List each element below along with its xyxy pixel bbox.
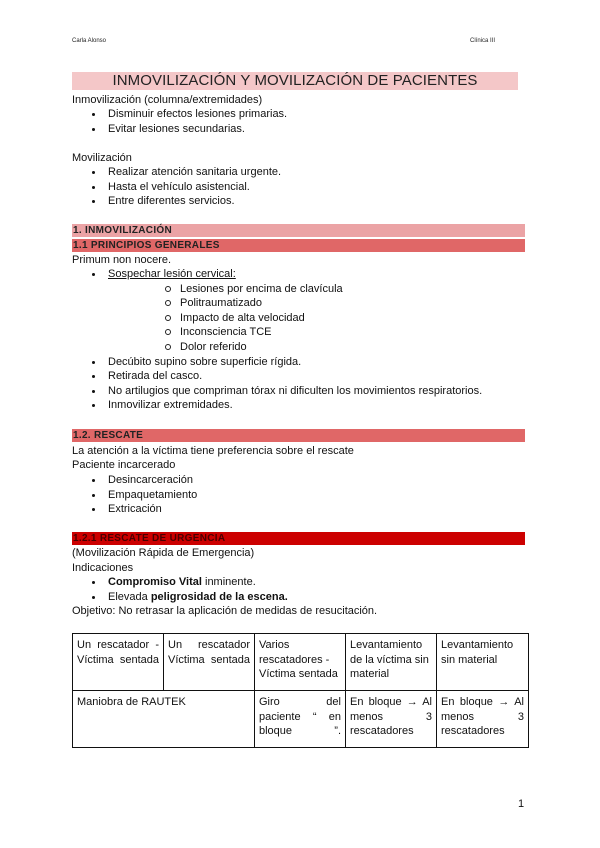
principle-lead: Primum non nocere. bbox=[72, 254, 172, 266]
list-item bbox=[72, 267, 482, 355]
table-cell: En bloque → Al menos 3 rescatadores bbox=[346, 691, 437, 748]
section-heading-rescate: 1.2. RESCATE bbox=[72, 429, 525, 442]
list-item: Entre diferentes servicios. bbox=[72, 194, 281, 209]
text: inminente. bbox=[201, 576, 256, 588]
suspect-label: Sospechar lesión cervical: bbox=[108, 268, 236, 280]
list-item: Inmovilizar extremidades. bbox=[72, 398, 482, 413]
suspect-sublist bbox=[108, 282, 482, 355]
urgencia-line-2: Indicaciones bbox=[72, 562, 134, 574]
list-item bbox=[72, 590, 288, 605]
sub-list-item: Politraumatizado bbox=[108, 296, 482, 311]
sub-list-item: Lesiones por encima de clavícula bbox=[108, 282, 482, 297]
list-item: Empaquetamiento bbox=[72, 488, 197, 503]
table-header-cell: Un rescatador - Víctima sentada bbox=[73, 634, 164, 691]
urgencia-line-1: (Movilización Rápida de Emergencia) bbox=[72, 547, 255, 559]
list-item: Realizar atención sanitaria urgente. bbox=[72, 165, 281, 180]
list-item: Decúbito supino sobre superficie rígida. bbox=[72, 355, 482, 370]
table-header-row bbox=[73, 634, 529, 691]
list-item: Disminuir efectos lesiones primarias. bbox=[72, 107, 287, 122]
table-header-cell: Levantamiento sin material bbox=[437, 634, 529, 691]
inmov-label: Inmovilización (columna/extremidades) bbox=[72, 94, 263, 106]
list-item: Retirada del casco. bbox=[72, 369, 482, 384]
list-item: Hasta el vehículo asistencial. bbox=[72, 180, 281, 195]
list-item bbox=[72, 575, 288, 590]
list-item: Desincarceración bbox=[72, 473, 197, 488]
list-item: Evitar lesiones secundarias. bbox=[72, 122, 287, 137]
header-course: Clínica III bbox=[470, 38, 496, 44]
sub-list-item: Inconsciencia TCE bbox=[108, 325, 482, 340]
table-header-cell: Levantamiento de la víctima sin material bbox=[346, 634, 437, 691]
rescate-list bbox=[72, 473, 197, 517]
text: Elevada bbox=[108, 590, 151, 603]
table-cell: En bloque → Al menos 3 rescatadores bbox=[437, 691, 529, 748]
table-cell: Maniobra de RAUTEK bbox=[73, 691, 255, 748]
section-heading-principios: 1.1 PRINCIPIOS GENERALES bbox=[72, 239, 525, 252]
rescate-line-1: La atención a la víctima tiene preferencia sobre el rescate bbox=[72, 445, 354, 457]
list-item: No artilugios que compriman tórax ni dificulten los movimientos respiratorios. bbox=[72, 384, 482, 399]
page-number: 1 bbox=[518, 798, 525, 810]
bold-text: Compromiso Vital bbox=[108, 576, 202, 588]
table-header-cell: Un rescatador Víctima sentada bbox=[164, 634, 255, 691]
header-author: Carla Alonso bbox=[72, 38, 107, 44]
bold-text: peligrosidad de la escena. bbox=[150, 590, 288, 603]
page-title: INMOVILIZACIÓN Y MOVILIZACIÓN DE PACIENTES bbox=[72, 72, 518, 90]
mov-list bbox=[72, 165, 281, 209]
objective-line: Objetivo: No retrasar la aplicación de medidas de resucitación. bbox=[72, 605, 378, 617]
inmov-list bbox=[72, 107, 287, 136]
rescate-line-2: Paciente incarcerado bbox=[72, 459, 176, 471]
table-row bbox=[73, 691, 529, 748]
sub-list-item: Dolor referido bbox=[108, 340, 482, 355]
section-heading-inmovilizacion: 1. INMOVILIZACIÓN bbox=[72, 224, 525, 237]
sub-list-item: Impacto de alta velocidad bbox=[108, 311, 482, 326]
urgencia-list bbox=[72, 575, 288, 604]
table-header-cell: Varios rescatadores - Víctima sentada bbox=[255, 634, 346, 691]
principles-list bbox=[72, 267, 482, 413]
list-item: Extricación bbox=[72, 502, 197, 517]
section-heading-rescate-urgencia: 1.2.1 RESCATE DE URGENCIA bbox=[72, 532, 525, 545]
mov-label: Movilización bbox=[72, 152, 132, 164]
table-cell: Giro del paciente “ en bloque ”. bbox=[255, 691, 346, 748]
rescue-table bbox=[72, 633, 529, 748]
